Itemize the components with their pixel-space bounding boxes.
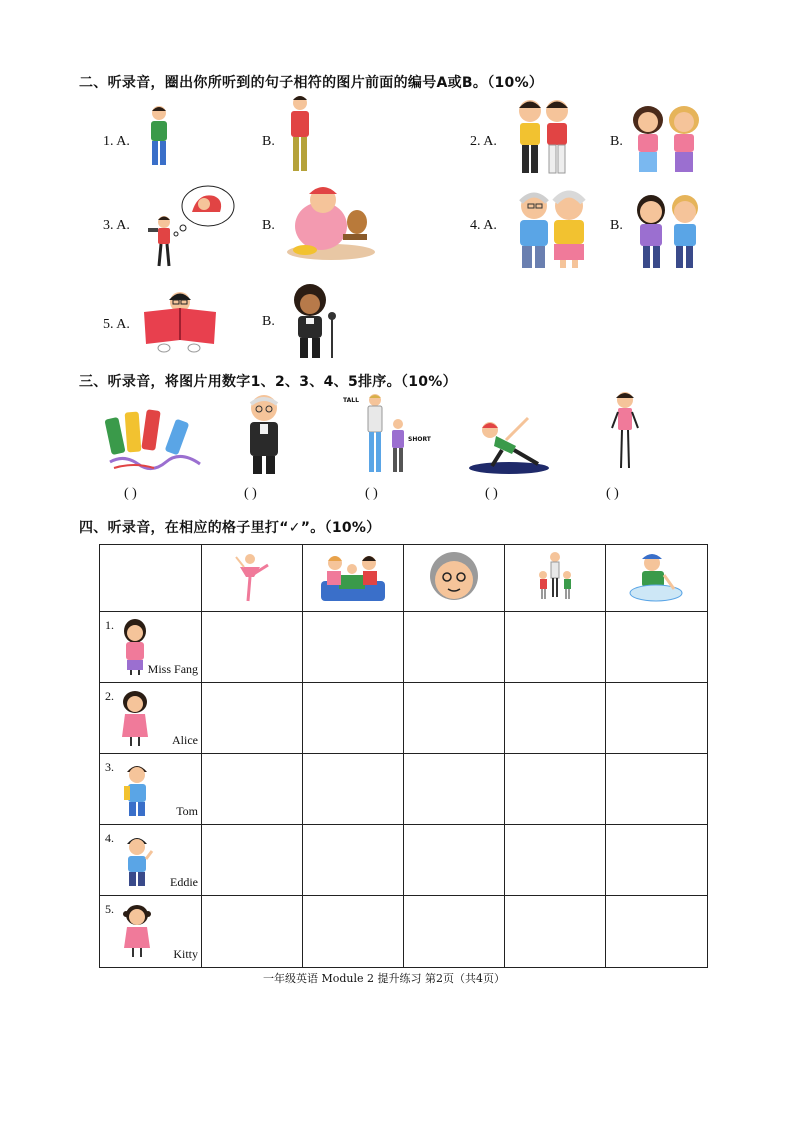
checkmark-grid xyxy=(99,544,708,968)
row-5-cell-1[interactable] xyxy=(202,896,303,968)
ballet-dancer-icon xyxy=(202,545,302,607)
row-3-cell-3[interactable] xyxy=(404,754,505,825)
q1-option-a-label: 1. A. xyxy=(103,134,130,149)
row-4-cell-5[interactable] xyxy=(606,825,708,896)
q5-option-b-label: B. xyxy=(262,314,275,329)
grid-row-3 xyxy=(100,754,708,825)
short-label: SHORT xyxy=(408,436,431,443)
header-mother-children-cell xyxy=(505,545,606,612)
row-4-cell-3[interactable] xyxy=(404,825,505,896)
header-grandma-cell xyxy=(404,545,505,612)
q5-option-a-label: 5. A. xyxy=(103,317,130,332)
row-1-cell-4[interactable] xyxy=(505,612,606,683)
section-3-title: 三、听录音，将图片用数字1、2、3、4、5排序。（10%） xyxy=(79,374,457,390)
section-2-title: 二、听录音，圈出你所听到的句子相符的图片前面的编号A或B。（10%） xyxy=(79,75,544,91)
row-1-cell-2[interactable] xyxy=(303,612,404,683)
kitty-avatar xyxy=(120,902,154,960)
row-2-person-cell xyxy=(100,683,202,754)
row-3-cell-1[interactable] xyxy=(202,754,303,825)
row-3-person-cell xyxy=(100,754,202,825)
row-1-name: Miss Fang xyxy=(147,662,199,676)
girl-and-boy-image xyxy=(634,192,704,270)
family-reading-icon xyxy=(303,545,403,607)
answer-blank-5[interactable]: ( ) xyxy=(606,486,619,501)
girl-dancing-image xyxy=(466,406,552,476)
answer-blank-2[interactable]: ( ) xyxy=(244,486,257,501)
answer-blank-1[interactable]: ( ) xyxy=(124,486,137,501)
q3-option-b-label: B. xyxy=(262,218,275,233)
row-5-person-cell xyxy=(100,896,202,968)
two-girls-image xyxy=(630,104,704,176)
grid-row-5 xyxy=(100,896,708,968)
answer-blank-4[interactable]: ( ) xyxy=(485,486,498,501)
old-man-glasses-image xyxy=(240,392,286,478)
singer-with-microphone-image xyxy=(284,282,344,360)
row-4-person-cell xyxy=(100,825,202,896)
row-1-person-cell xyxy=(100,612,202,683)
section-4-title: 四、听录音，在相应的格子里打“✓”。（10%） xyxy=(79,520,381,536)
row-2-cell-3[interactable] xyxy=(404,683,505,754)
header-boy-washing-cell xyxy=(606,545,708,612)
fat-man-eating-image xyxy=(285,182,377,262)
row-3-cell-4[interactable] xyxy=(505,754,606,825)
two-boys-image xyxy=(514,97,574,177)
row-4-cell-1[interactable] xyxy=(202,825,303,896)
row-2-cell-2[interactable] xyxy=(303,683,404,754)
q3-option-a-label: 3. A. xyxy=(103,218,130,233)
grandparents-image xyxy=(514,188,592,270)
girl-standing-image xyxy=(610,388,640,474)
row-2-name: Alice xyxy=(172,733,199,747)
row-5-cell-2[interactable] xyxy=(303,896,404,968)
answer-blank-3[interactable]: ( ) xyxy=(365,486,378,501)
colored-markers-image xyxy=(104,406,210,472)
q1-option-b-label: B. xyxy=(262,134,275,149)
alice-avatar xyxy=(118,689,152,747)
row-4-number: 4. xyxy=(105,831,114,845)
grandma-face-icon xyxy=(404,545,504,607)
row-2-cell-1[interactable] xyxy=(202,683,303,754)
row-1-cell-1[interactable] xyxy=(202,612,303,683)
grid-corner-cell xyxy=(100,545,202,612)
q4-option-a-label: 4. A. xyxy=(470,218,497,233)
row-1-cell-5[interactable] xyxy=(606,612,708,683)
row-2-cell-5[interactable] xyxy=(606,683,708,754)
row-4-name: Eddie xyxy=(170,875,199,889)
row-3-name: Tom xyxy=(176,804,199,818)
q4-option-b-label: B. xyxy=(610,218,623,233)
row-5-cell-3[interactable] xyxy=(404,896,505,968)
row-1-number: 1. xyxy=(105,618,114,632)
q2-option-a-label: 2. A. xyxy=(470,134,497,149)
row-5-cell-5[interactable] xyxy=(606,896,708,968)
row-3-cell-2[interactable] xyxy=(303,754,404,825)
eddie-avatar xyxy=(120,831,154,889)
grid-row-4 xyxy=(100,825,708,896)
row-5-number: 5. xyxy=(105,902,114,916)
q2-option-b-label: B. xyxy=(610,134,623,149)
grid-header-row xyxy=(100,545,708,612)
row-3-cell-5[interactable] xyxy=(606,754,708,825)
boy-standing-image xyxy=(146,104,172,170)
grid-row-1 xyxy=(100,612,708,683)
row-1-cell-3[interactable] xyxy=(404,612,505,683)
header-family-reading-cell xyxy=(303,545,404,612)
mother-with-children-icon xyxy=(505,545,605,607)
row-2-cell-4[interactable] xyxy=(505,683,606,754)
row-5-name: Kitty xyxy=(173,947,199,961)
tall-label: TALL xyxy=(343,397,359,404)
row-2-number: 2. xyxy=(105,689,114,703)
row-3-number: 3. xyxy=(105,760,114,774)
row-4-cell-4[interactable] xyxy=(505,825,606,896)
tom-avatar xyxy=(120,760,154,818)
page-footer: 一年级英语 Module 2 提升练习 第2页（共4页） xyxy=(263,972,506,985)
tall-man-image xyxy=(283,94,317,176)
boy-reading-book-image xyxy=(142,290,218,354)
row-4-cell-2[interactable] xyxy=(303,825,404,896)
grid-row-2 xyxy=(100,683,708,754)
row-5-cell-4[interactable] xyxy=(505,896,606,968)
header-ballet-cell xyxy=(202,545,303,612)
boy-washing-icon xyxy=(606,545,706,607)
tall-and-short-people-image xyxy=(360,392,410,476)
strong-boy-thinking-image xyxy=(148,182,236,270)
